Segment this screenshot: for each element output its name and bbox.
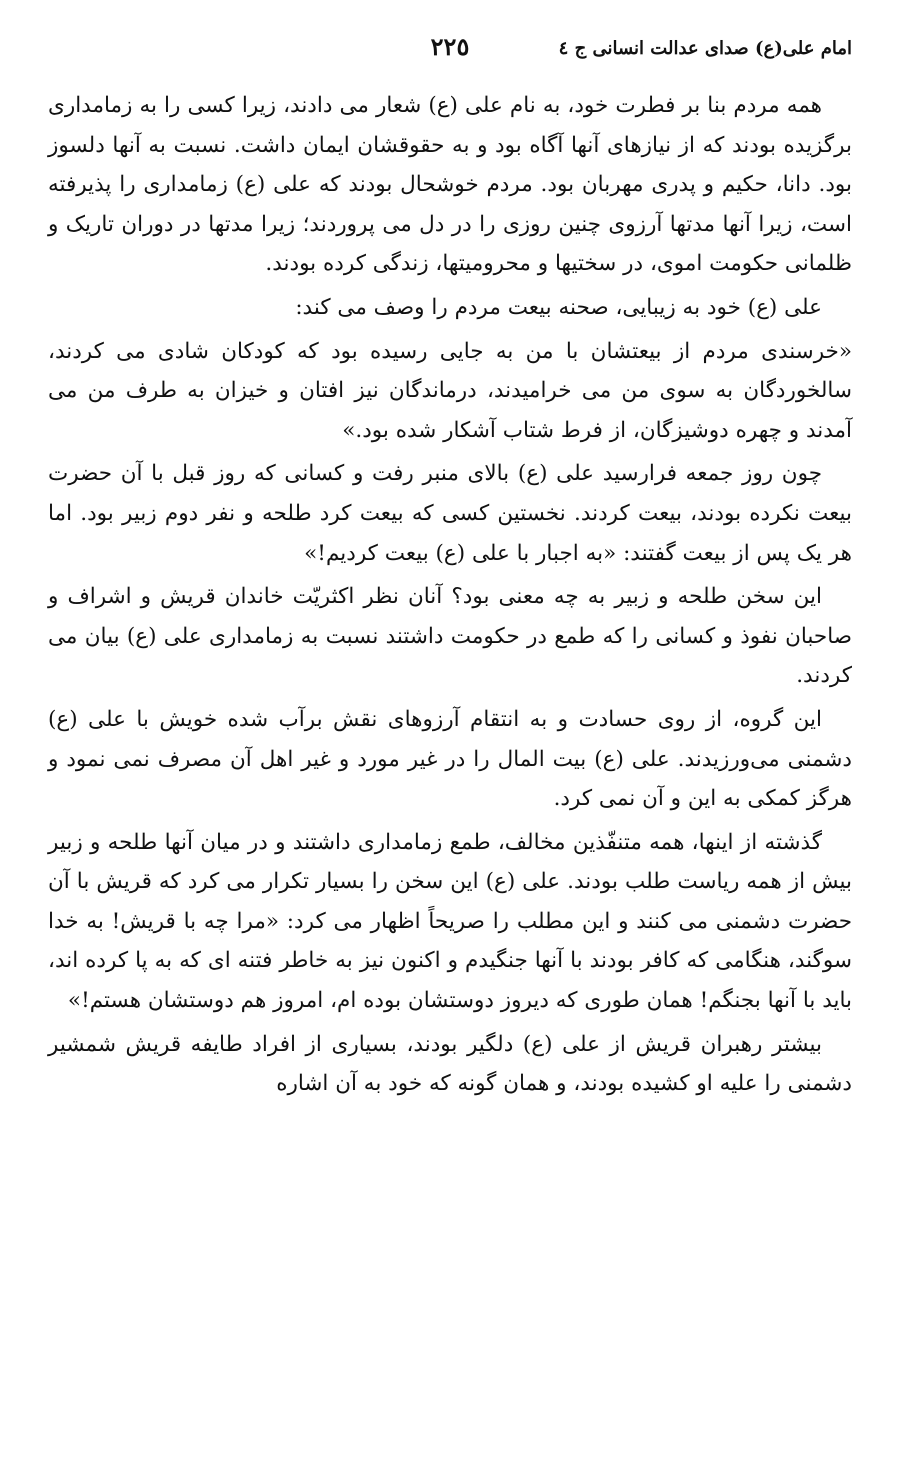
quote-paragraph: «خرسندی مردم از بیعتشان با من به جایی رسیده بود که کودکان شادی می کردند، سالخوردگان به سوی من می خرامیدند، درماندگان نیز افتان و خیزان به طرف من می آمدند و چهره دوشیزگان، از فرط شتاب آشکار شده بود.» bbox=[48, 338, 852, 443]
paragraph: علی (ع) خود به زیبایی، صحنه بیعت مردم را وصف می کند: bbox=[295, 294, 822, 320]
page-header bbox=[48, 32, 852, 72]
body-text bbox=[48, 86, 852, 1108]
page-number: ٢٢٥ bbox=[430, 32, 470, 61]
paragraph: این سخن طلحه و زبیر به چه معنی بود؟ آنان نظر اکثریّت خاندان قریش و اشراف و صاحبان نفوذ و کسانی را که طمع در حکومت داشتند نسبت به زمامداری علی (ع) بیان می کردند. bbox=[48, 584, 852, 689]
paragraph: بیشتر رهبران قریش از علی (ع) دلگیر بودند، بسیاری از افراد طایفه قریش شمشیر دشمنی را علیه او کشیده بودند، و همان گونه که خود به آن اشاره bbox=[48, 1031, 852, 1097]
running-title: امام علی(ع) صدای عدالت انسانی ج ٤ bbox=[558, 38, 852, 59]
paragraph: این گروه، از روی حسادت و به انتقام آرزوهای نقش برآب شده خویش با علی (ع) دشمنی می‌ورزیدند. علی (ع) بیت المال را در غیر مورد و غیر اهل آن مصرف نمی نمود و هرگز کمکی به این و آن نمی کرد. bbox=[48, 706, 852, 812]
paragraph: گذشته از اینها، همه متنفّذین مخالف، طمع زمامداری داشتند و در میان آنها طلحه و زبیر بیش از همه ریاست طلب بودند. علی (ع) این سخن را بسیار تکرار می کرد که قریش با آن حضرت دشمنی می کنند و این مطلب را صریحاً اظهار می کرد: «مرا چه با قریش! به خدا سوگند، هنگامی که کافر بودند با آنها جنگیدم و اکنون نیز به خاطر فتنه ای که به پا کرده اند، باید با آنها بجنگم! همان طوری که دیروز دوستشان بوده ام، امروز هم دوستشان هستم!» bbox=[48, 829, 852, 1014]
paragraph: چون روز جمعه فرارسید علی (ع) بالای منبر رفت و کسانی که روز قبل با آن حضرت بیعت نکرده بودند، بیعت کردند. نخستین کسی که بیعت کرد طلحه و نفر دوم زبیر بود. اما هر یک پس از بیعت گفتند: «به اجبار با علی (ع) بیعت کردیم!» bbox=[48, 461, 852, 566]
paragraph: همه مردم بنا بر فطرت خود، به نام علی (ع) شعار می دادند، زیرا کسی را به زمامداری برگزیده بودند که از نیازهای آنها آگاه بود و به حقوقشان ایمان داشت. نسبت به آنها دلسوز بود. دانا، حکیم و پدری مهربان بود. مردم خوشحال بودند که علی (ع) زمامداری را پذیرفته است، زیرا آنها مدتها آرزوی چنین روزی را در دل می پروردند؛ زیرا مدتها در دوران تاریک و ظلمانی حکومت اموی، در سختیها و محرومیتها، زندگی کرده بودند. bbox=[48, 93, 852, 277]
